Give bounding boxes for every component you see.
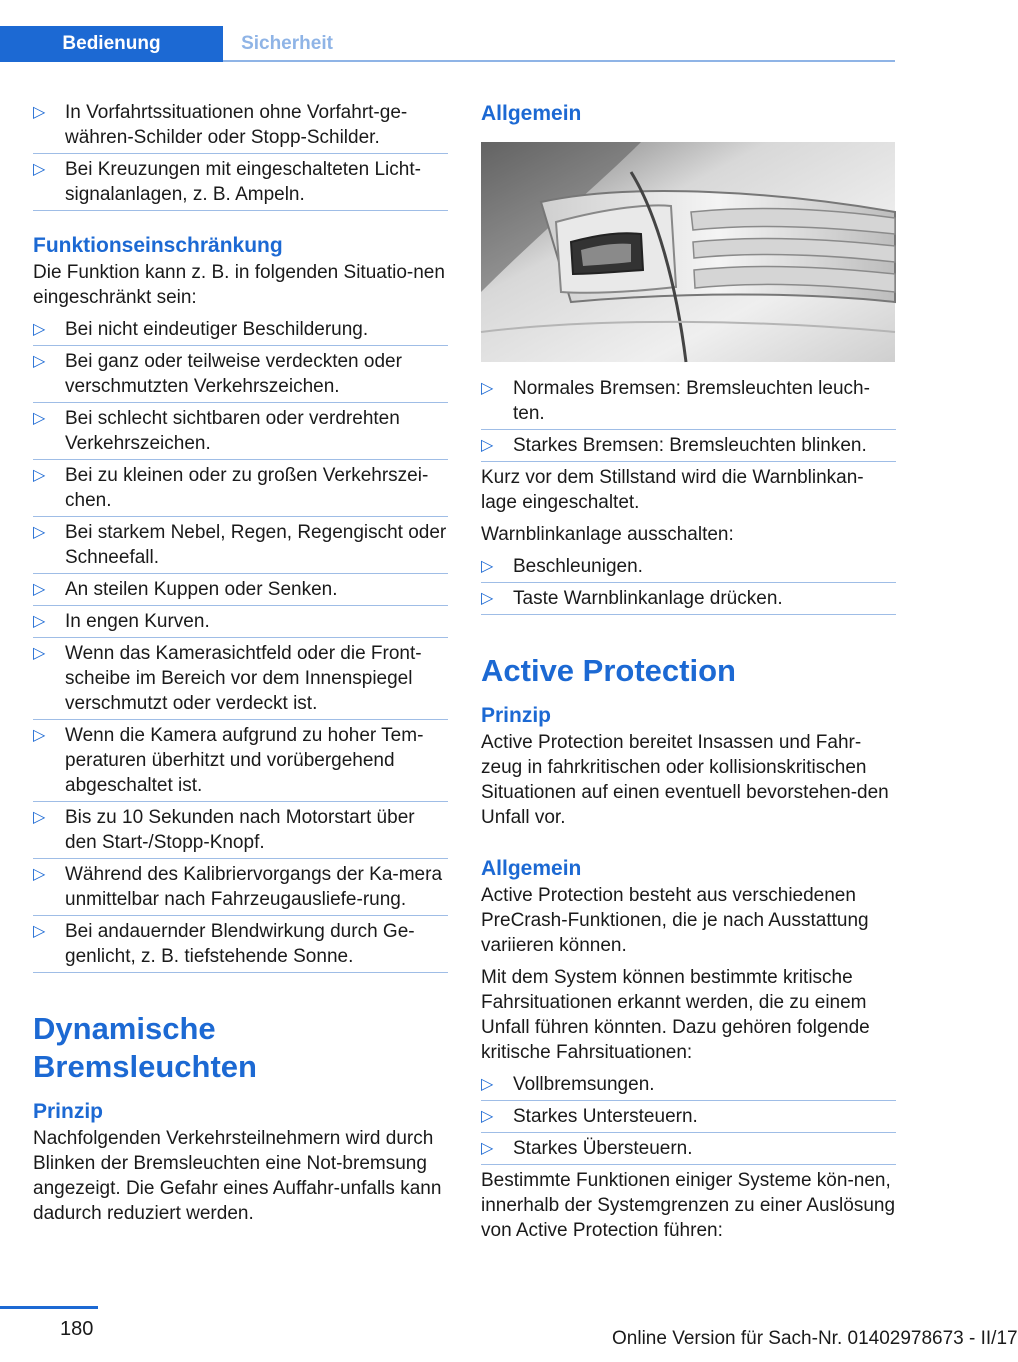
list-item: ▷ In Vorfahrtssituationen ohne Vorfahrt‐ge‐währen-Schilder oder Stopp-Schilder.: [33, 100, 448, 150]
triangle-bullet-icon: ▷: [33, 866, 46, 883]
general-heading: Allgemein: [481, 102, 582, 125]
principle-text: Active Protection bereitet Insassen und Fahr‐zeug in fahrkritischen oder kollisionskritischen Situationen auf einen eventuell bevorstehen‐den Unfall vor.: [481, 732, 889, 828]
restrictions-intro: Die Funktion kann z. B. in folgenden Situatio‐nen eingeschränkt sein:: [33, 262, 445, 308]
triangle-bullet-icon: ▷: [33, 727, 46, 744]
triangle-bullet-icon: ▷: [481, 380, 494, 397]
tail-light-image: [481, 142, 895, 362]
restrictions-list: [33, 317, 448, 969]
online-version-footer: Online Version für Sach-Nr. 01402978673 - II/17: [612, 1328, 1018, 1349]
list-item: ▷ An steilen Kuppen oder Senken.: [33, 577, 448, 602]
triangle-bullet-icon: ▷: [33, 104, 46, 121]
tail-light-illustration: [481, 142, 895, 362]
hazard-text: Kurz vor dem Stillstand wird die Warnblinkan‐lage eingeschaltet.: [481, 467, 864, 513]
triangle-bullet-icon: ▷: [33, 467, 46, 484]
list-item: ▷ Taste Warnblinkanlage drücken.: [481, 586, 896, 611]
section-title-brake-lights: Dynamische Bremsleuchten: [33, 1011, 257, 1084]
hazard-off-list: [481, 554, 896, 611]
restrictions-heading: Funktionseinschränkung: [33, 234, 283, 257]
tab-sicherheit[interactable]: Sicherheit: [241, 33, 333, 54]
triangle-bullet-icon: ▷: [481, 558, 494, 575]
page-number-rule: [0, 1306, 98, 1309]
principle-heading: Prinzip: [33, 1100, 104, 1123]
tab-bedienung[interactable]: Bedienung: [0, 26, 223, 62]
general2-heading: Allgemein: [481, 857, 582, 880]
list-item: ▷ Bei starkem Nebel, Regen, Regengischt oder Schneefall.: [33, 522, 447, 568]
principle-text: Nachfolgenden Verkehrsteilnehmern wird durch Blinken der Bremsleuchten eine Not‐bremsung angezeigt. Die Gefahr eines Auffahr‐unfalls kann dadurch reduziert werden.: [33, 1128, 442, 1224]
triangle-bullet-icon: ▷: [33, 524, 46, 541]
triangle-bullet-icon: ▷: [481, 1140, 494, 1157]
general2-text-2: Mit dem System können bestimmte kritische Fahrsituationen erkannt werden, die zu einem Unfall führen könnten. Dazu gehören folgende kritische Fahrsituationen:: [481, 967, 870, 1063]
critical-situations-list: [481, 1072, 896, 1161]
list-item: ▷ Bei andauernder Blendwirkung durch Ge‐genlicht, z. B. tiefstehende Sonne.: [33, 919, 448, 969]
triangle-bullet-icon: ▷: [481, 1076, 494, 1093]
list-item: ▷ Bei schlecht sichtbaren oder verdrehten Verkehrszeichen.: [33, 406, 448, 456]
triangle-bullet-icon: ▷: [481, 590, 494, 607]
list-item: ▷ Bei ganz oder teilweise verdeckten oder verschmutzten Verkehrszeichen.: [33, 349, 448, 399]
triangle-bullet-icon: ▷: [33, 613, 46, 630]
list-item: ▷ Bei Kreuzungen mit eingeschalteten Licht‐signalanlagen, z. B. Ampeln.: [33, 157, 448, 207]
triangle-bullet-icon: ▷: [481, 1108, 494, 1125]
right-column: [481, 100, 896, 1250]
list-item: ▷ Beschleunigen.: [481, 554, 896, 579]
triangle-bullet-icon: ▷: [33, 321, 46, 338]
triangle-bullet-icon: ▷: [33, 581, 46, 598]
list-item: ▷ Starkes Untersteuern.: [481, 1104, 896, 1129]
list-item: ▷ Bei nicht eindeutiger Beschilderung.: [33, 317, 448, 342]
triangle-bullet-icon: ▷: [33, 410, 46, 427]
triangle-bullet-icon: ▷: [33, 923, 46, 940]
list-item: ▷ Starkes Bremsen: Bremsleuchten blinken.: [481, 433, 896, 458]
triangle-bullet-icon: ▷: [33, 809, 46, 826]
triangle-bullet-icon: ▷: [33, 645, 46, 662]
list-item: ▷ Normales Bremsen: Bremsleuchten leuch‐ten.: [481, 376, 896, 426]
list-item: ▷ Bis zu 10 Sekunden nach Motorstart über den Start-/Stopp-Knopf.: [33, 805, 448, 855]
triangle-bullet-icon: ▷: [481, 437, 494, 454]
closing-text: Bestimmte Funktionen einiger Systeme kön‐nen, innerhalb der Systemgrenzen zu einer Auslösung von Active Protection führen:: [481, 1170, 896, 1241]
header-divider: [223, 60, 895, 62]
section-title-active-protection: Active Protection: [481, 653, 736, 688]
triangle-bullet-icon: ▷: [33, 161, 46, 178]
priority-situations-list: [33, 100, 448, 207]
general2-text-1: Active Protection besteht aus verschiedenen PreCrash-Funktionen, die je nach Ausstattung variieren können.: [481, 885, 869, 956]
page-number: 180: [60, 1318, 94, 1340]
header-tabs: [0, 0, 895, 62]
list-item: ▷ Wenn das Kamerasichtfeld oder die Front‐scheibe im Bereich vor dem Innenspiegel verschmutzt oder verdeckt ist.: [33, 641, 448, 716]
list-item: ▷ In engen Kurven.: [33, 609, 448, 634]
list-item: ▷ Während des Kalibriervorgangs der Ka‐mera unmittelbar nach Fahrzeugausliefe‐rung.: [33, 862, 448, 912]
list-item: ▷ Starkes Übersteuern.: [481, 1136, 896, 1161]
list-item: ▷ Bei zu kleinen oder zu großen Verkehrszei‐chen.: [33, 463, 448, 513]
list-item: ▷ Wenn die Kamera aufgrund zu hoher Tem‐peraturen überhitzt und vorübergehend abgeschaltet ist.: [33, 723, 448, 798]
triangle-bullet-icon: ▷: [33, 353, 46, 370]
brake-light-list: [481, 376, 896, 458]
hazard-off-text: Warnblinkanlage ausschalten:: [481, 524, 734, 545]
list-item: ▷ Vollbremsungen.: [481, 1072, 896, 1097]
principle-heading: Prinzip: [481, 704, 552, 727]
left-column: [33, 100, 448, 1233]
